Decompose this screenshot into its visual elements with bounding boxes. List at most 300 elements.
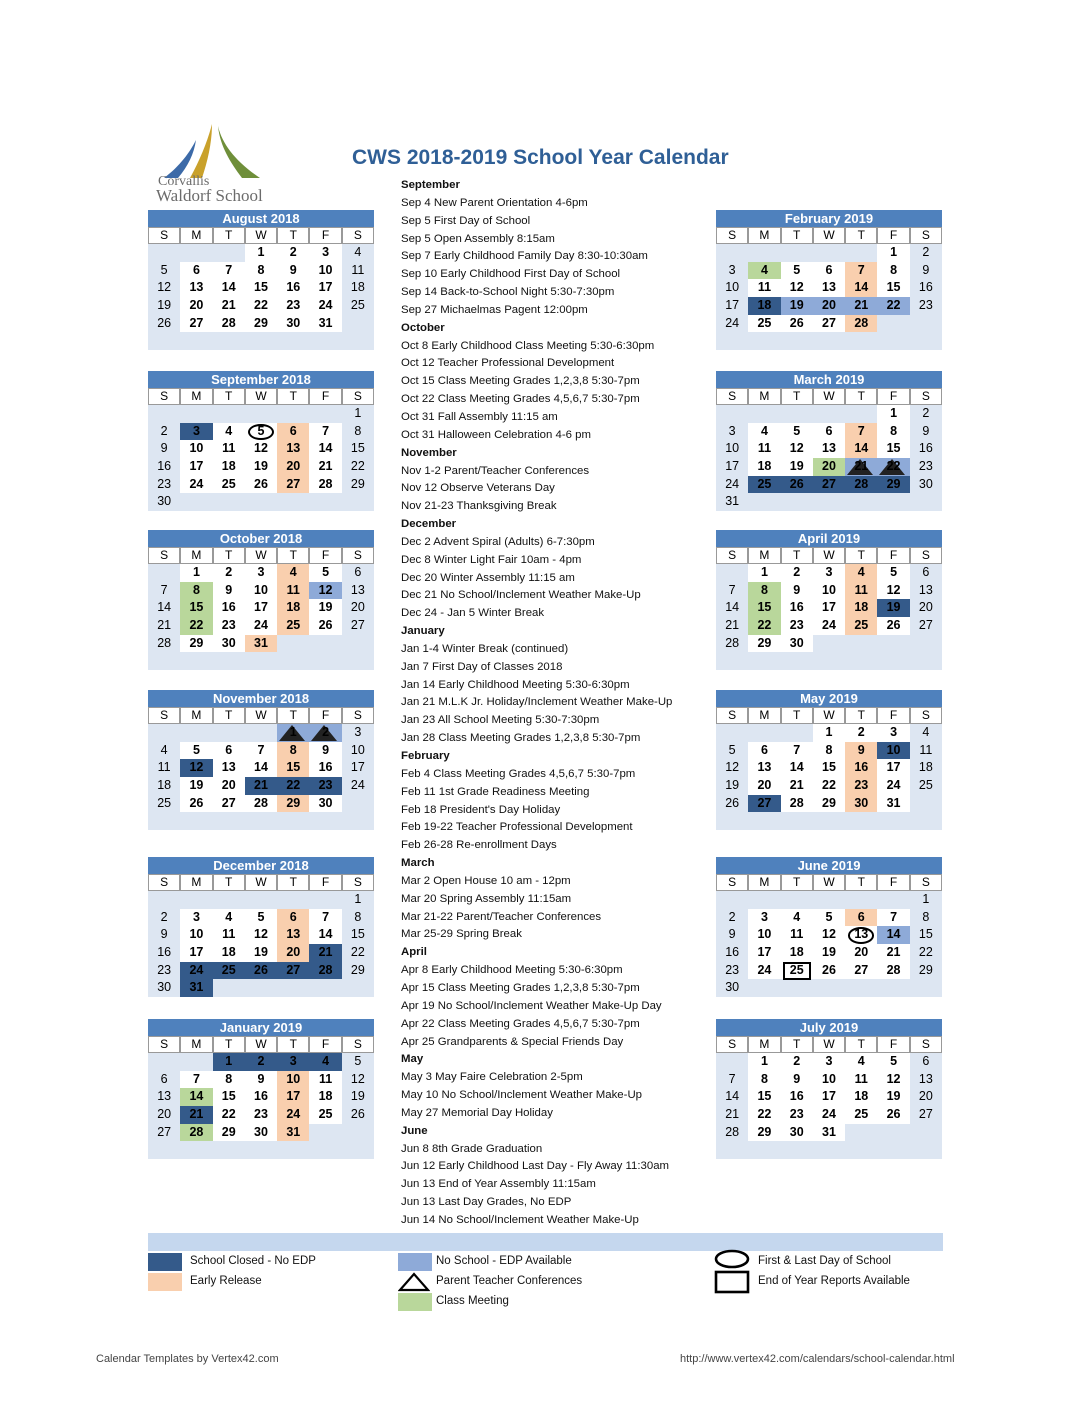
- events-month-heading: June: [401, 1124, 428, 1137]
- calendar-empty-cell: [277, 652, 309, 670]
- weekday-header: W: [813, 1036, 845, 1053]
- month-title: July 2019: [716, 1019, 942, 1036]
- weekday-header: W: [245, 707, 277, 724]
- calendar-empty-cell: [342, 979, 374, 997]
- calendar-day: 19: [245, 458, 277, 476]
- calendar-day: 5: [877, 564, 909, 582]
- weekday-header: F: [309, 874, 341, 891]
- calendar-empty-cell: [342, 812, 374, 830]
- calendar-day: 28: [148, 635, 180, 653]
- event-item: Sep 10 Early Childhood First Day of School: [401, 268, 621, 281]
- event-item: Feb 26-28 Re-enrollment Days: [401, 839, 557, 852]
- calendar-day: 30: [910, 476, 942, 494]
- event-item: Dec 21 No School/Inclement Weather Make-Up: [401, 589, 641, 602]
- calendar-empty-cell: [781, 332, 813, 350]
- calendar-day: 27: [845, 962, 877, 980]
- calendar-empty-cell: [148, 405, 180, 423]
- month-calendar: [148, 1019, 374, 1159]
- calendar-day: 10: [748, 926, 780, 944]
- calendar-day: 8: [180, 582, 212, 600]
- calendar-day: 13: [277, 926, 309, 944]
- month-title: January 2019: [148, 1019, 374, 1036]
- calendar-day: 23: [213, 617, 245, 635]
- calendar-day: 23: [781, 1106, 813, 1124]
- month-calendar: [716, 1019, 942, 1159]
- calendar-day: 25: [342, 297, 374, 315]
- weekday-header: T: [781, 388, 813, 405]
- calendar-day: 3: [309, 244, 341, 262]
- calendar-day: 17: [180, 944, 212, 962]
- event-item: Mar 20 Spring Assembly 11:15am: [401, 892, 572, 905]
- weekday-header: T: [277, 1036, 309, 1053]
- calendar-empty-cell: [213, 1141, 245, 1159]
- event-item: Jun 13 End of Year Assembly 11:15am: [401, 1178, 596, 1191]
- calendar-day: 4: [148, 742, 180, 760]
- calendar-empty-cell: [180, 1053, 212, 1071]
- weekday-header: S: [716, 1036, 748, 1053]
- weekday-header: S: [148, 874, 180, 891]
- legend-class: Class Meeting: [436, 1295, 509, 1307]
- calendar-day: 26: [245, 476, 277, 494]
- calendar-empty-cell: [781, 891, 813, 909]
- calendar-empty-cell: [180, 405, 212, 423]
- calendar-day: 15: [342, 440, 374, 458]
- calendar-day: 24: [877, 777, 909, 795]
- calendar-empty-cell: [845, 244, 877, 262]
- calendar-day: 14: [213, 279, 245, 297]
- calendar-day: 24: [309, 297, 341, 315]
- calendar-empty-cell: [342, 493, 374, 511]
- weekday-header: S: [910, 1036, 942, 1053]
- calendar-day: 19: [148, 297, 180, 315]
- calendar-day: 3: [716, 262, 748, 280]
- calendar-day: 8: [910, 909, 942, 927]
- calendar-day: 9: [716, 926, 748, 944]
- calendar-day: 7: [716, 582, 748, 600]
- calendar-empty-cell: [748, 244, 780, 262]
- calendar-empty-cell: [309, 891, 341, 909]
- calendar-day: 27: [213, 795, 245, 813]
- event-item: Jan 14 Early Childhood Meeting 5:30-6:30pm: [401, 678, 630, 691]
- weekday-header: F: [309, 707, 341, 724]
- calendar-day: 7: [148, 582, 180, 600]
- calendar-day: 14: [781, 759, 813, 777]
- calendar-day: 18: [748, 297, 780, 315]
- calendar-day: 30: [781, 1124, 813, 1142]
- event-item: Jan 21 M.L.K Jr. Holiday/Inclement Weather Make-Up: [401, 696, 673, 709]
- event-item: Jan 7 First Day of Classes 2018: [401, 660, 563, 673]
- calendar-empty-cell: [342, 1124, 374, 1142]
- event-item: Nov 1-2 Parent/Teacher Conferences: [401, 464, 590, 477]
- calendar-empty-cell: [180, 244, 212, 262]
- calendar-day: 28: [245, 795, 277, 813]
- calendar-empty-cell: [910, 795, 942, 813]
- weekday-header: F: [309, 388, 341, 405]
- calendar-day: 12: [309, 582, 341, 600]
- calendar-day: 28: [716, 1124, 748, 1142]
- weekday-header: S: [148, 707, 180, 724]
- calendar-day: 16: [781, 599, 813, 617]
- calendar-empty-cell: [148, 812, 180, 830]
- events-month-heading: January: [401, 625, 445, 638]
- month-calendar: [148, 210, 374, 350]
- weekday-header: W: [245, 547, 277, 564]
- calendar-day: 17: [813, 599, 845, 617]
- event-item: May 27 Memorial Day Holiday: [401, 1106, 553, 1119]
- events-month-heading: May: [401, 1053, 424, 1066]
- weekday-header: M: [180, 874, 212, 891]
- weekday-header: M: [180, 707, 212, 724]
- calendar-empty-cell: [716, 652, 748, 670]
- calendar-day: 5: [716, 742, 748, 760]
- calendar-day: 19: [180, 777, 212, 795]
- weekday-header: S: [716, 547, 748, 564]
- calendar-day: 7: [845, 423, 877, 441]
- calendar-empty-cell: [910, 979, 942, 997]
- calendar-day: 25: [845, 1106, 877, 1124]
- calendar-day: 30: [781, 635, 813, 653]
- weekday-header: M: [180, 1036, 212, 1053]
- calendar-day: 28: [781, 795, 813, 813]
- calendar-day: 22: [910, 944, 942, 962]
- calendar-empty-cell: [148, 1141, 180, 1159]
- calendar-empty-cell: [245, 652, 277, 670]
- calendar-day: 7: [245, 742, 277, 760]
- day-number: 1: [289, 725, 297, 739]
- calendar-day: 29: [748, 635, 780, 653]
- calendar-day: 10: [813, 1071, 845, 1089]
- month-title: February 2019: [716, 210, 942, 227]
- event-item: Apr 19 No School/Inclement Weather Make-Up Day: [401, 999, 662, 1012]
- weekday-header: M: [748, 227, 780, 244]
- calendar-empty-cell: [845, 332, 877, 350]
- calendar-day: 18: [342, 279, 374, 297]
- calendar-day: 19: [781, 297, 813, 315]
- calendar-empty-cell: [309, 493, 341, 511]
- weekday-header: T: [213, 707, 245, 724]
- calendar-day: 7: [845, 262, 877, 280]
- calendar-day: 8: [877, 423, 909, 441]
- calendar-day: 10: [716, 279, 748, 297]
- calendar-empty-cell: [309, 1124, 341, 1142]
- calendar-day: 7: [877, 909, 909, 927]
- event-item: Mar 2 Open House 10 am - 12pm: [401, 874, 571, 887]
- calendar-day: 2: [148, 909, 180, 927]
- calendar-day: 9: [245, 1071, 277, 1089]
- calendar-day: 13: [342, 582, 374, 600]
- calendar-day: 20: [277, 458, 309, 476]
- closed-swatch: [148, 1253, 182, 1271]
- calendar-day: 29: [180, 635, 212, 653]
- calendar-empty-cell: [148, 564, 180, 582]
- calendar-day: 9: [148, 440, 180, 458]
- calendar-day: 14: [309, 926, 341, 944]
- calendar-empty-cell: [716, 564, 748, 582]
- calendar-day: 30: [845, 795, 877, 813]
- calendar-day: 4: [845, 1053, 877, 1071]
- weekday-header: T: [845, 874, 877, 891]
- weekday-header: T: [781, 874, 813, 891]
- weekday-header: M: [748, 547, 780, 564]
- calendar-empty-cell: [877, 315, 909, 333]
- calendar-day: 5: [245, 423, 277, 441]
- weekday-header: S: [148, 388, 180, 405]
- month-title: March 2019: [716, 371, 942, 388]
- calendar-empty-cell: [180, 812, 212, 830]
- calendar-empty-cell: [716, 1053, 748, 1071]
- month-calendar: [148, 371, 374, 511]
- weekday-header: T: [781, 707, 813, 724]
- calendar-day: 2: [148, 423, 180, 441]
- calendar-day: 25: [277, 617, 309, 635]
- calendar-empty-cell: [877, 812, 909, 830]
- calendar-day: 1: [813, 724, 845, 742]
- event-item: Jan 28 Class Meeting Grades 1,2,3,8 5:30-7pm: [401, 732, 641, 745]
- calendar-day: 20: [813, 458, 845, 476]
- events-month-heading: September: [401, 179, 460, 191]
- calendar-day: 14: [309, 440, 341, 458]
- calendar-empty-cell: [813, 405, 845, 423]
- month-title: June 2019: [716, 857, 942, 874]
- calendar-day: 25: [748, 315, 780, 333]
- calendar-empty-cell: [716, 891, 748, 909]
- calendar-day: 16: [213, 599, 245, 617]
- calendar-day: 28: [845, 315, 877, 333]
- calendar-empty-cell: [716, 724, 748, 742]
- calendar-empty-cell: [180, 724, 212, 742]
- calendar-day: 17: [877, 759, 909, 777]
- weekday-header: S: [910, 388, 942, 405]
- calendar-day: 23: [716, 962, 748, 980]
- calendar-day: 9: [910, 262, 942, 280]
- calendar-day: 17: [716, 458, 748, 476]
- calendar-day: 11: [910, 742, 942, 760]
- weekday-header: T: [781, 1036, 813, 1053]
- calendar-day: 12: [781, 279, 813, 297]
- calendar-day: 8: [748, 1071, 780, 1089]
- calendar-day: 10: [245, 582, 277, 600]
- event-item: Apr 8 Early Childhood Meeting 5:30-6:30pm: [401, 964, 623, 977]
- calendar-day: 22: [245, 297, 277, 315]
- calendar-day: 17: [180, 458, 212, 476]
- weekday-header: F: [877, 1036, 909, 1053]
- weekday-header: W: [813, 547, 845, 564]
- calendar-empty-cell: [309, 979, 341, 997]
- calendar-empty-cell: [813, 979, 845, 997]
- calendar-day: 1: [877, 405, 909, 423]
- calendar-day: 15: [180, 599, 212, 617]
- weekday-header: W: [245, 388, 277, 405]
- calendar-day: 22: [277, 777, 309, 795]
- calendar-day: 21: [245, 777, 277, 795]
- weekday-header: W: [245, 227, 277, 244]
- events-month-heading: October: [401, 321, 445, 334]
- calendar-day: 19: [877, 1088, 909, 1106]
- calendar-day: 8: [877, 262, 909, 280]
- weekday-header: S: [342, 227, 374, 244]
- calendar-day: 27: [813, 476, 845, 494]
- weekday-header: S: [910, 227, 942, 244]
- weekday-header: S: [910, 874, 942, 891]
- calendar-empty-cell: [781, 1141, 813, 1159]
- calendar-empty-cell: [213, 244, 245, 262]
- calendar-day: 26: [342, 1106, 374, 1124]
- calendar-empty-cell: [910, 493, 942, 511]
- calendar-day: 15: [748, 1088, 780, 1106]
- calendar-empty-cell: [716, 1141, 748, 1159]
- calendar-day: 25: [213, 476, 245, 494]
- calendar-empty-cell: [245, 891, 277, 909]
- calendar-day: 14: [716, 1088, 748, 1106]
- calendar-day: 26: [148, 315, 180, 333]
- calendar-day: 31: [877, 795, 909, 813]
- calendar-day: 17: [277, 1088, 309, 1106]
- calendar-day: 14: [877, 926, 909, 944]
- calendar-day: 4: [748, 262, 780, 280]
- calendar-empty-cell: [277, 405, 309, 423]
- weekday-header: T: [213, 547, 245, 564]
- calendar-empty-cell: [877, 332, 909, 350]
- calendar-empty-cell: [781, 493, 813, 511]
- calendar-day: 3: [877, 724, 909, 742]
- weekday-header: S: [910, 547, 942, 564]
- calendar-day: 20: [148, 1106, 180, 1124]
- calendar-day: 12: [781, 440, 813, 458]
- calendar-empty-cell: [277, 891, 309, 909]
- calendar-day: 22: [342, 458, 374, 476]
- weekday-header: F: [877, 547, 909, 564]
- calendar-empty-cell: [877, 635, 909, 653]
- calendar-day: 10: [180, 926, 212, 944]
- event-item: Dec 20 Winter Assembly 11:15 am: [401, 571, 575, 584]
- calendar-empty-cell: [148, 652, 180, 670]
- footer-url[interactable]: http://www.vertex42.com/calendars/school-calendar.html: [680, 1353, 955, 1365]
- calendar-empty-cell: [342, 332, 374, 350]
- calendar-empty-cell: [813, 493, 845, 511]
- calendar-day: 7: [309, 909, 341, 927]
- calendar-day: 7: [309, 423, 341, 441]
- weekday-header: S: [148, 547, 180, 564]
- calendar-empty-cell: [910, 1141, 942, 1159]
- event-item: Nov 12 Observe Veterans Day: [401, 482, 555, 495]
- calendar-day: 11: [342, 262, 374, 280]
- calendar-empty-cell: [748, 812, 780, 830]
- calendar-day: 18: [213, 944, 245, 962]
- weekday-header: M: [180, 547, 212, 564]
- calendar-empty-cell: [213, 979, 245, 997]
- calendar-day: 31: [277, 1124, 309, 1142]
- calendar-empty-cell: [813, 1141, 845, 1159]
- calendar-empty-cell: [277, 1141, 309, 1159]
- calendar-day: 28: [877, 962, 909, 980]
- weekday-header: S: [342, 707, 374, 724]
- calendar-day: 30: [277, 315, 309, 333]
- calendar-empty-cell: [877, 652, 909, 670]
- calendar-empty-cell: [245, 332, 277, 350]
- calendar-day: 20: [213, 777, 245, 795]
- calendar-empty-cell: [213, 724, 245, 742]
- calendar-empty-cell: [781, 812, 813, 830]
- weekday-header: S: [716, 227, 748, 244]
- month-calendar: [148, 690, 374, 830]
- calendar-day: 8: [342, 909, 374, 927]
- calendar-day: 3: [342, 724, 374, 742]
- calendar-day: 29: [342, 476, 374, 494]
- calendar-day: 2: [781, 564, 813, 582]
- calendar-day: 30: [148, 979, 180, 997]
- calendar-empty-cell: [781, 652, 813, 670]
- calendar-day: 13: [277, 440, 309, 458]
- calendar-empty-cell: [245, 812, 277, 830]
- calendar-day: 1: [342, 891, 374, 909]
- calendar-day: 18: [213, 458, 245, 476]
- weekday-header: T: [845, 388, 877, 405]
- weekday-header: M: [180, 388, 212, 405]
- calendar-day: 11: [213, 440, 245, 458]
- calendar-day: 26: [180, 795, 212, 813]
- calendar-day: 5: [342, 1053, 374, 1071]
- calendar-day: 24: [180, 476, 212, 494]
- calendar-day: 14: [845, 440, 877, 458]
- calendar-empty-cell: [213, 652, 245, 670]
- calendar-day: 12: [148, 279, 180, 297]
- calendar-day: 6: [748, 742, 780, 760]
- event-item: Sep 14 Back-to-School Night 5:30-7:30pm: [401, 286, 615, 299]
- month-calendar: [716, 857, 942, 997]
- weekday-header: T: [845, 547, 877, 564]
- calendar-day: 20: [180, 297, 212, 315]
- calendar-day: 11: [845, 582, 877, 600]
- calendar-empty-cell: [245, 1141, 277, 1159]
- calendar-day: 6: [148, 1071, 180, 1089]
- calendar-day: 15: [213, 1088, 245, 1106]
- calendar-day: 29: [342, 962, 374, 980]
- calendar-day: 26: [245, 962, 277, 980]
- weekday-header: T: [277, 874, 309, 891]
- calendar-day: 3: [813, 1053, 845, 1071]
- calendar-day: 10: [813, 582, 845, 600]
- logo-leaf-icon: [150, 122, 280, 182]
- calendar-day: 16: [716, 944, 748, 962]
- weekday-header: T: [213, 874, 245, 891]
- calendar-day: 16: [309, 759, 341, 777]
- calendar-day: 13: [845, 926, 877, 944]
- weekday-header: F: [877, 227, 909, 244]
- calendar-day: 9: [781, 1071, 813, 1089]
- weekday-header: T: [277, 227, 309, 244]
- event-item: Oct 15 Class Meeting Grades 1,2,3,8 5:30-7pm: [401, 375, 640, 388]
- calendar-day: 10: [877, 742, 909, 760]
- calendar-empty-cell: [877, 1141, 909, 1159]
- weekday-header: F: [877, 388, 909, 405]
- calendar-day: 28: [845, 476, 877, 494]
- calendar-day: 11: [277, 582, 309, 600]
- calendar-empty-cell: [245, 724, 277, 742]
- calendar-day: 10: [716, 440, 748, 458]
- calendar-day: 5: [309, 564, 341, 582]
- event-item: Sep 5 First Day of School: [401, 214, 531, 227]
- calendar-day: 19: [309, 599, 341, 617]
- calendar-day: 20: [845, 944, 877, 962]
- weekday-header: S: [342, 547, 374, 564]
- calendar-day: 20: [910, 599, 942, 617]
- class-swatch: [398, 1293, 432, 1311]
- calendar-empty-cell: [277, 332, 309, 350]
- calendar-empty-cell: [748, 979, 780, 997]
- weekday-header: S: [148, 227, 180, 244]
- calendar-day: 2: [213, 564, 245, 582]
- calendar-day: 19: [245, 944, 277, 962]
